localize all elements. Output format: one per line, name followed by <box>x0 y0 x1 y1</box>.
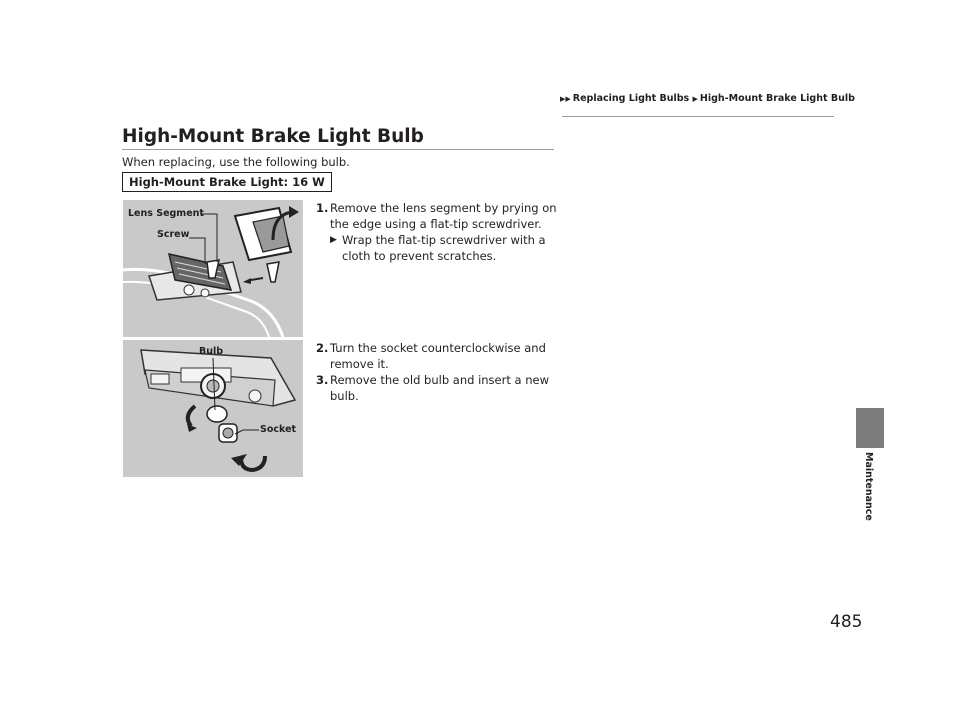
step-text: Turn the socket counterclockwise and remove it. <box>330 341 546 371</box>
step-number: 3. <box>316 373 329 387</box>
step-text: Remove the old bulb and insert a new bulb. <box>330 373 549 403</box>
step-3 <box>316 372 570 404</box>
chapter-tab-label[interactable] <box>857 452 883 532</box>
socket-removal-illustration <box>123 340 303 477</box>
step-number: 2. <box>316 341 329 355</box>
steps-2-3 <box>316 340 570 404</box>
arrow-icon: ▶ <box>692 95 698 103</box>
header-divider <box>562 116 834 117</box>
double-arrow-icon: ▶▶ <box>560 95 571 103</box>
lens-removal-illustration <box>123 200 303 337</box>
step-1-note <box>330 232 570 264</box>
chapter-tab-text: Maintenance <box>863 452 874 521</box>
breadcrumb-section[interactable]: Replacing Light Bulbs <box>572 93 690 104</box>
breadcrumb-page: High-Mount Brake Light Bulb <box>699 93 855 104</box>
note-text: Wrap the flat-tip screwdriver with a cloth to prevent scratches. <box>342 233 546 263</box>
bulb-spec-box: High-Mount Brake Light: 16 W <box>122 172 332 192</box>
note-arrow-icon: ▶ <box>330 235 337 245</box>
socket-label: Socket <box>260 424 297 435</box>
intro-text: When replacing, use the following bulb. <box>122 155 350 169</box>
lens-segment-label: Lens Segment <box>128 208 204 219</box>
bulb-label: Bulb <box>199 346 224 357</box>
step-1 <box>316 200 570 264</box>
chapter-tab-marker <box>856 408 884 448</box>
page-title: High-Mount Brake Light Bulb <box>122 126 424 147</box>
breadcrumb <box>560 93 860 104</box>
page-number: 485 <box>830 612 863 632</box>
step-text: Remove the lens segment by prying on the edge using a flat-tip screwdriver. <box>330 201 557 231</box>
step-number: 1. <box>316 201 329 215</box>
screw-label: Screw <box>157 229 190 240</box>
title-divider <box>122 149 554 150</box>
socket-callout-lines <box>123 340 303 477</box>
lens-callout-lines <box>123 200 303 337</box>
step-1-text-block <box>316 200 570 232</box>
step-2 <box>316 340 570 372</box>
